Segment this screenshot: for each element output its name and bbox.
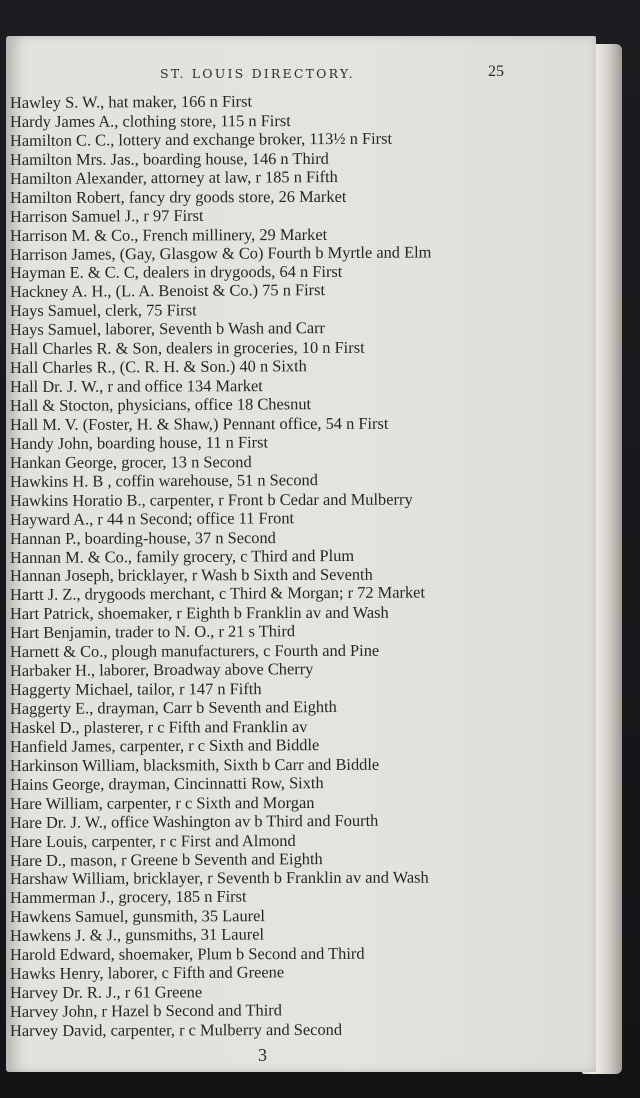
directory-entry: Hackney A. H., (L. A. Benoist & Co.) 75 n First xyxy=(9,280,326,302)
directory-entry: Hartt J. Z., drygoods merchant, c Third & Morgan; r 72 Market xyxy=(9,582,426,605)
directory-entry: Hamilton Mrs. Jas., boarding house, 146 n Third xyxy=(9,148,329,169)
directory-entry: Hart Benjamin, trader to N. O., r 21 s Third xyxy=(9,621,296,643)
directory-entry: Harvey David, carpenter, r c Mulberry and Second xyxy=(9,1019,343,1040)
directory-entries xyxy=(9,91,580,1041)
directory-entry: Hains George, drayman, Cincinnatti Row, Sixth xyxy=(9,772,324,794)
directory-entry: Hardy James A., clothing store, 115 n First xyxy=(9,110,291,131)
directory-entry: Hawks Henry, laborer, c Fifth and Greene xyxy=(9,962,285,984)
directory-entry: Harkinson William, blacksmith, Sixth b Carr and Biddle xyxy=(9,754,380,775)
directory-entry: Hannan P., boarding-house, 37 n Second xyxy=(9,527,276,548)
directory-entry: Harvey Dr. R. J., r 61 Greene xyxy=(9,982,203,1003)
directory-entry: Hare William, carpenter, r c Sixth and Morgan xyxy=(9,792,315,813)
directory-entry: Hall M. V. (Foster, H. & Shaw,) Pennant office, 54 n First xyxy=(9,413,389,434)
directory-entry: Handy John, boarding house, 11 n First xyxy=(9,432,269,453)
signature-mark: 3 xyxy=(258,1045,267,1065)
directory-entry: Hamilton Alexander, attorney at law, r 185 n Fifth xyxy=(9,166,338,188)
directory-entry: Haggerty E., drayman, Carr b Seventh and Eighth xyxy=(9,697,337,718)
directory-entry: Hall Dr. J. W., r and office 134 Market xyxy=(9,376,263,397)
directory-entry: Hall & Stocton, physicians, office 18 Chesnut xyxy=(9,394,312,415)
directory-entry: Harshaw William, bricklayer, r Seventh b Franklin av and Wash xyxy=(9,867,429,889)
running-head: ST. LOUIS DIRECTORY. xyxy=(160,66,355,81)
directory-entry: Hawkens Samuel, gunsmith, 35 Laurel xyxy=(9,906,265,927)
directory-entry: Harrison M. & Co., French millinery, 29 Market xyxy=(9,224,328,245)
directory-entry: Hall Charles R. & Son, dealers in groceries, 10 n First xyxy=(9,337,365,359)
directory-entry: Hamilton Robert, fancy dry goods store, 26 Market xyxy=(9,186,347,207)
directory-entry: Hawkins Horatio B., carpenter, r Front b Cedar and Mulberry xyxy=(9,489,413,510)
directory-entry: Hays Samuel, clerk, 75 First xyxy=(9,300,197,321)
directory-entry: Hanfield James, carpenter, r c Sixth and Biddle xyxy=(9,734,320,756)
directory-entry: Hamilton C. C., lottery and exchange broker, 113½ n First xyxy=(9,128,393,150)
directory-entry: Harrison Samuel J., r 97 First xyxy=(9,205,204,226)
directory-entry: Hare Louis, carpenter, r c First and Almond xyxy=(9,830,296,851)
scanner-background-bottom xyxy=(0,1074,640,1098)
directory-entry: Hannan Joseph, bricklayer, r Wash b Sixth and Seventh xyxy=(9,565,373,586)
directory-entry: Hart Patrick, shoemaker, r Eighth b Franklin av and Wash xyxy=(9,602,389,624)
directory-entry: Harnett & Co., plough manufacturers, c Fourth and Pine xyxy=(9,640,380,662)
directory-entry: Hankan George, grocer, 13 n Second xyxy=(9,451,252,472)
directory-entry: Haggerty Michael, tailor, r 147 n Fifth xyxy=(9,679,262,700)
directory-entry: Hammerman J., grocery, 185 n First xyxy=(9,886,247,908)
directory-entry: Harvey John, r Hazel b Second and Third xyxy=(9,1000,282,1021)
directory-entry: Harrison James, (Gay, Glasgow & Co) Fourth b Myrtle and Elm xyxy=(9,241,432,264)
directory-entry: Harbaker H., laborer, Broadway above Cherry xyxy=(9,659,314,681)
page-number: 25 xyxy=(488,63,504,80)
directory-entry: Hall Charles R., (C. R. H. & Son.) 40 n Sixth xyxy=(9,356,307,378)
directory-entry: Hare Dr. J. W., office Washington av b Third and Fourth xyxy=(9,810,379,832)
directory-entry: Harold Edward, shoemaker, Plum b Second and Third xyxy=(9,943,365,965)
directory-entry: Hawkens J. & J., gunsmiths, 31 Laurel xyxy=(9,924,265,946)
directory-entry: Hays Samuel, laborer, Seventh b Wash and Carr xyxy=(9,318,326,340)
directory-entry: Hannan M. & Co., family grocery, c Third and Plum xyxy=(9,545,355,567)
directory-entry: Haskel D., plasterer, r c Fifth and Franklin av xyxy=(9,716,308,737)
directory-entry: Hayward A., r 44 n Second; office 11 Front xyxy=(9,507,295,529)
directory-entry: Hawkins H. B , coffin warehouse, 51 n Second xyxy=(9,469,318,491)
directory-entry: Hawley S. W., hat maker, 166 n First xyxy=(9,91,253,112)
directory-entry: Hare D., mason, r Greene b Seventh and Eighth xyxy=(9,848,323,870)
scanner-background-top xyxy=(0,0,640,40)
directory-entry: Hayman E. & C. C, dealers in drygoods, 64 n First xyxy=(9,262,343,283)
